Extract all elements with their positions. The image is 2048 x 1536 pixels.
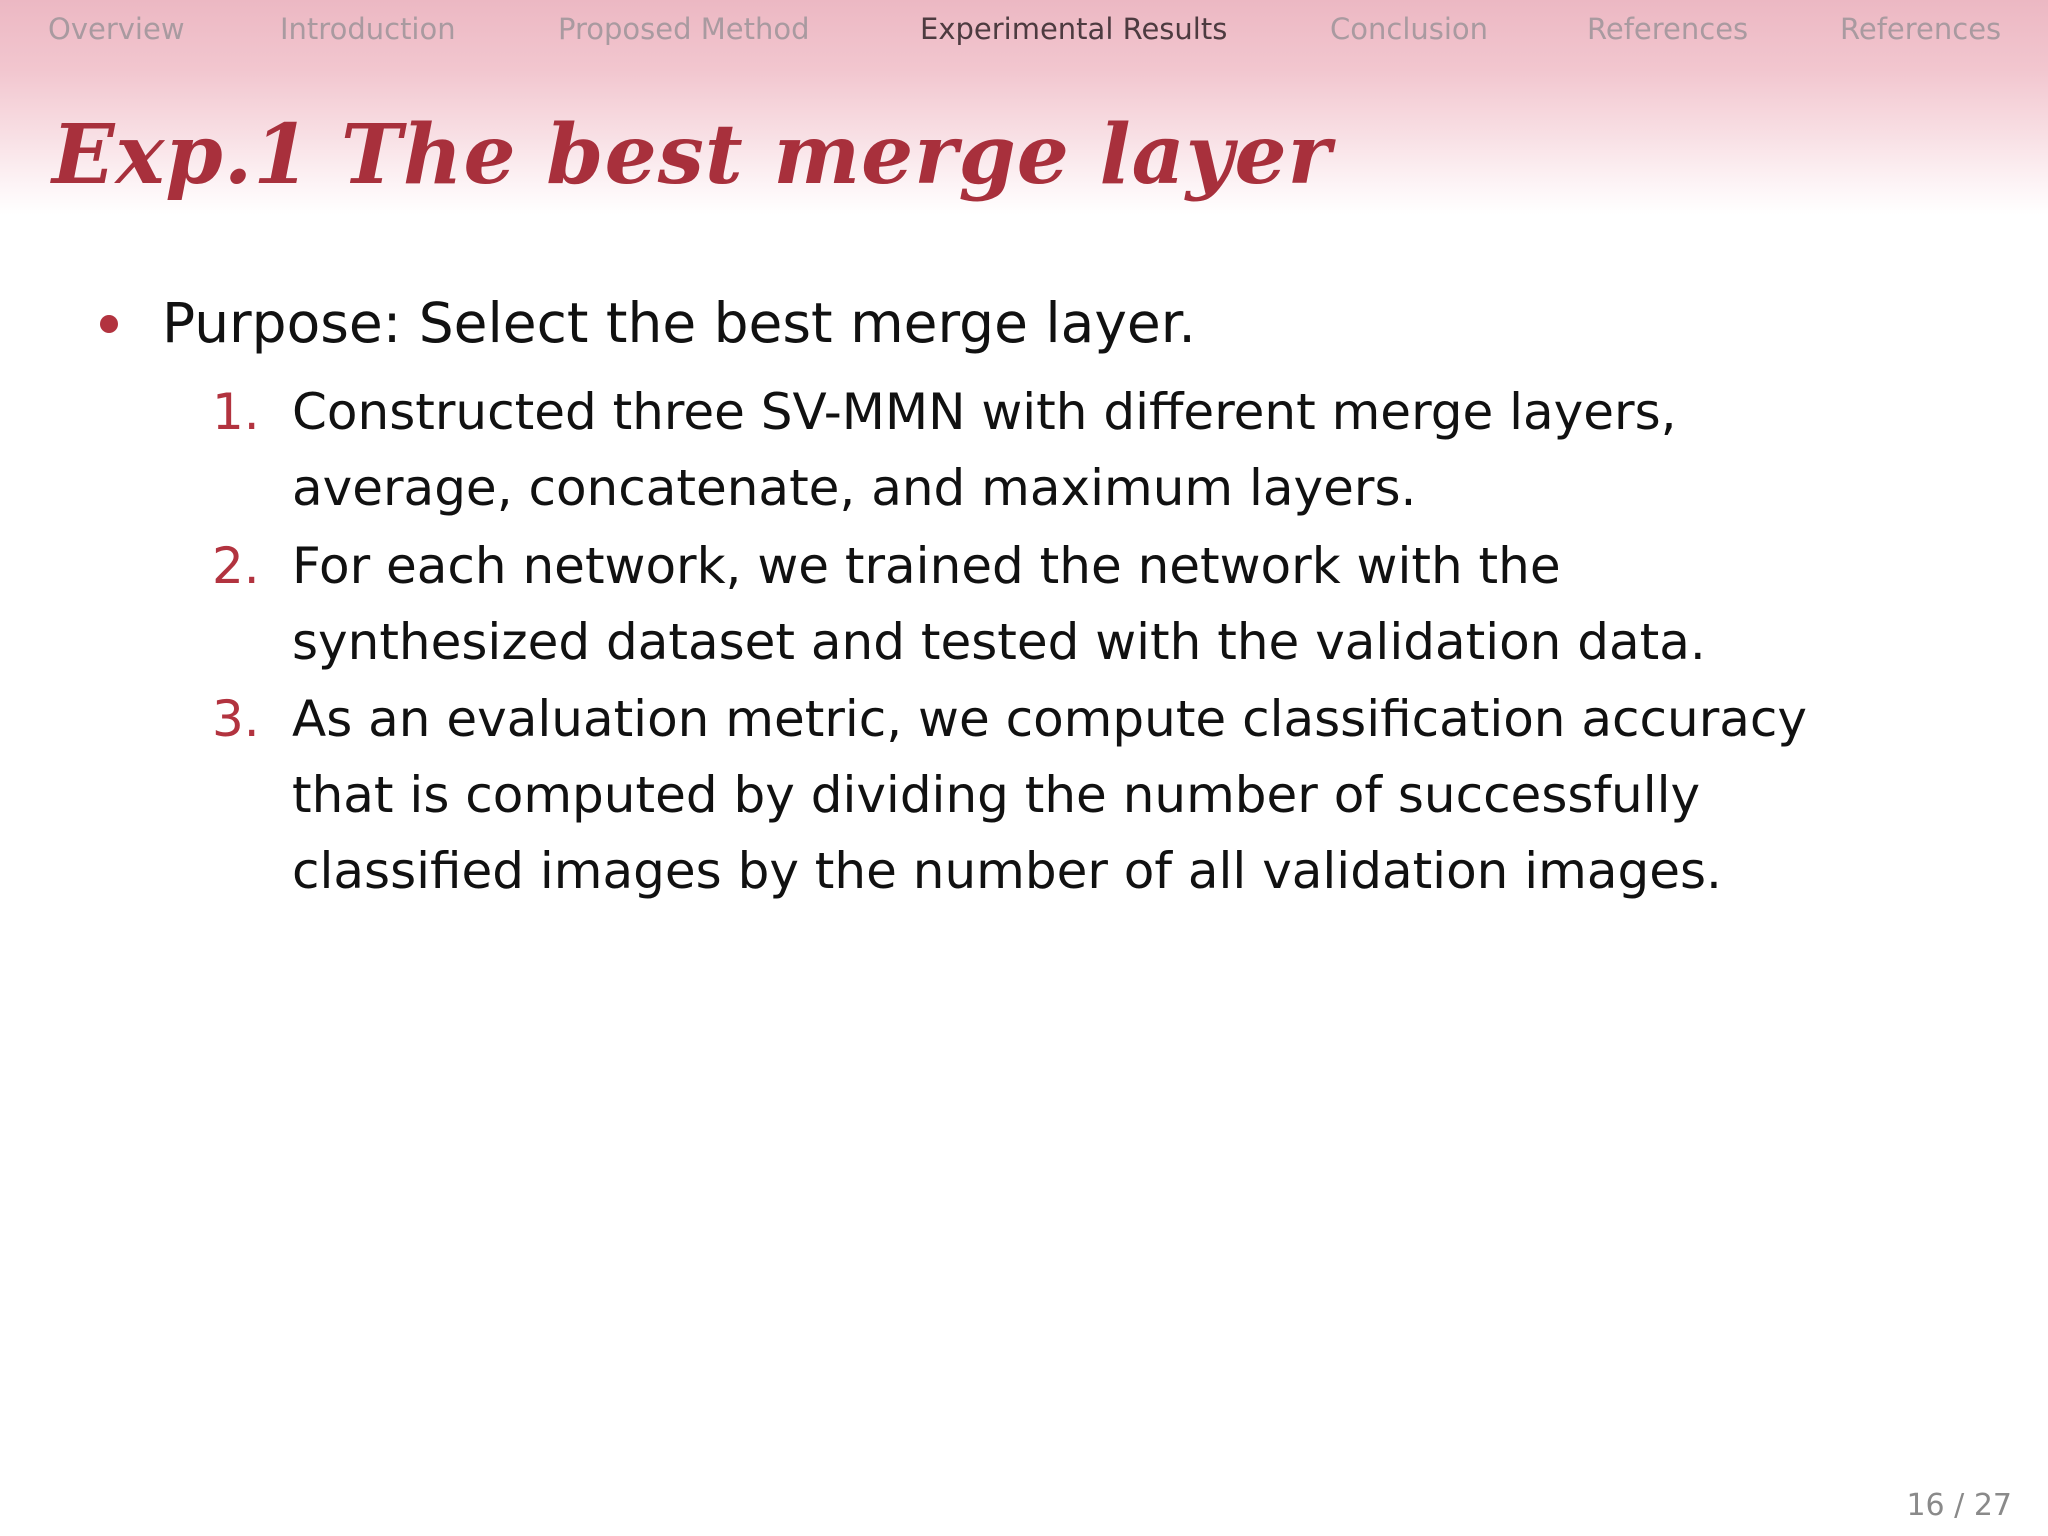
bullet-text: Purpose: Select the best merge layer. [162, 291, 1196, 355]
nav-item-conclusion[interactable]: Conclusion [1330, 12, 1489, 46]
enumerate-number: 2. [212, 537, 260, 595]
nav-item-overview[interactable]: Overview [48, 12, 185, 46]
enumerate-line: Constructed three SV-MMN with different merge layers, [292, 383, 1677, 441]
nav-item-references-2[interactable]: References [1840, 12, 2002, 46]
page-number: 16 / 27 [1906, 1488, 2012, 1523]
enumerate-line: synthesized dataset and tested with the validation data. [292, 613, 1706, 671]
enumerate-line: that is computed by dividing the number of successfully [292, 766, 1701, 824]
nav-item-experimental-results[interactable]: Experimental Results [920, 12, 1228, 46]
enumerate-number: 1. [212, 383, 260, 441]
nav-item-introduction[interactable]: Introduction [280, 12, 456, 46]
bullet-dot-icon [100, 315, 118, 333]
frame-title: Exp.1 The best merge layer [52, 107, 1332, 203]
enumerate-line: classified images by the number of all validation images. [292, 842, 1722, 900]
nav-item-proposed-method[interactable]: Proposed Method [558, 12, 810, 46]
enumerate-number: 3. [212, 690, 260, 748]
nav-item-references[interactable]: References [1587, 12, 1749, 46]
section-navigation [0, 6, 2048, 52]
enumerate-line: average, concatenate, and maximum layers. [292, 459, 1417, 517]
enumerate-line: As an evaluation metric, we compute classification accuracy [292, 690, 1807, 748]
enumerate-line: For each network, we trained the network with the [292, 537, 1561, 595]
